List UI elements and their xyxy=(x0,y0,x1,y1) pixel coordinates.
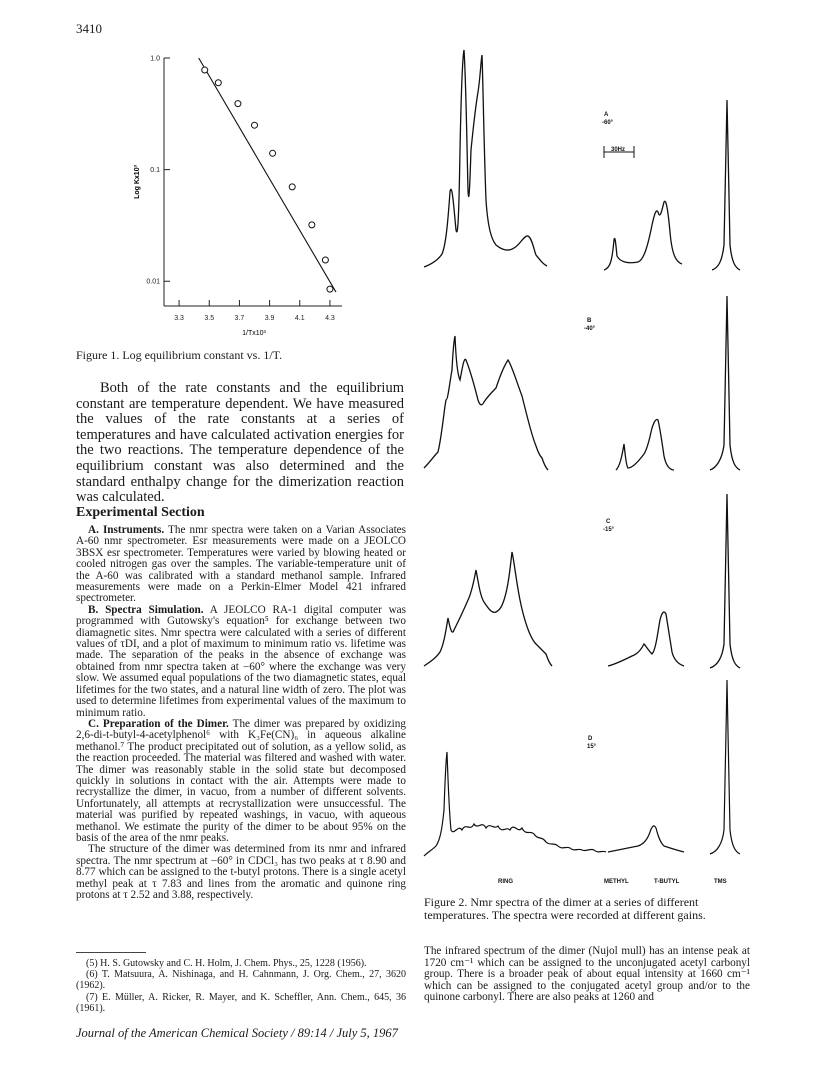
right-column-paragraph xyxy=(424,946,750,1004)
y-ticks xyxy=(146,56,170,286)
axis-label-tbutyl: T-BUTYL xyxy=(654,879,680,885)
reference-7: (7) E. Müller, A. Ricker, R. Mayer, and K. Scheffler, Ann. Chem., 645, 36 (1961). xyxy=(76,991,406,1014)
paragraph-label: A. Instruments. xyxy=(88,524,165,536)
x-tick-label: 3.9 xyxy=(264,315,275,322)
spectrum-b-temp: -40° xyxy=(584,326,596,332)
spectrum-a-trace-left xyxy=(424,50,547,267)
y-tick-label: 0.1 xyxy=(150,167,160,175)
axis-label-ring: RING xyxy=(498,879,513,885)
x-tick-label: 4.1 xyxy=(294,315,305,322)
fit-line xyxy=(199,58,336,292)
figure-2 xyxy=(418,40,754,890)
footnote-rule xyxy=(76,952,146,953)
axis-label-methyl: METHYL xyxy=(604,879,629,885)
x-tick-label: 4.3 xyxy=(325,315,335,322)
paragraph-simulation xyxy=(76,605,406,719)
figure-1-caption-text: Log equilibrium constant vs. 1/T. xyxy=(122,348,283,362)
figure-2-spectra xyxy=(418,40,754,890)
spectrum-a-trace-right xyxy=(712,100,740,270)
figure-2-caption-prefix: Figure 2. xyxy=(424,895,468,909)
paragraph-text: The dimer was prepared by oxidizing 2,6-di-t-butyl-4-acetylphenol⁶ with K₃Fe(CN)₆ in aqueous alkaline methanol.⁷ The product precipitated out of solution, as a yellow solid, as the reaction proceeded. The material was filtered and washed with water. The dimer was reasonably stable in the solid state but decomposed quickly in solutions in contact with the air. Attempts were made to recrystallize the dimer, in vacuo, from a number of different solvents. Unfortunately, all attempts at recrystallization were unsuccessful. The material was purified by repeated washings, in vacuo, with aqueous methanol. We estimate the purity of the dimer to be about 95% on the basis of the area of the nmr peaks. xyxy=(76,717,406,844)
spectrum-a-temp: -60° xyxy=(602,120,614,126)
spectrum-a-trace-middle xyxy=(604,201,682,270)
paragraph-label: C. Preparation of the Dimer. xyxy=(88,717,229,730)
paragraph-instruments xyxy=(76,525,406,605)
intro-text: Both of the rate constants and the equilibrium constant are temperature dependent. We have measured the values of the rate constants at a series of temperatures and have calculated activation energies for the two reactions. The temperature dependence of the equilibrium constant was also determined and the standard enthalpy change for the dimerization reaction was calculated. xyxy=(76,380,404,506)
experimental-body xyxy=(76,525,406,901)
spectrum-b xyxy=(424,296,740,470)
spectrum-d-trace-left xyxy=(424,752,606,856)
figure-1-plot xyxy=(112,50,352,342)
scale-bar xyxy=(604,146,634,158)
y-tick-label: 0.01 xyxy=(146,278,160,286)
data-point xyxy=(327,286,333,292)
spectrum-c-temp: -15° xyxy=(603,527,615,533)
figure-1-caption-prefix: Figure 1. xyxy=(76,348,120,362)
data-point xyxy=(289,184,295,190)
reference-5: (5) H. S. Gutowsky and C. H. Holm, J. Chem. Phys., 25, 1228 (1956). xyxy=(86,958,367,969)
y-tick-label: 1.0 xyxy=(150,55,160,63)
axis-label-tms: TMS xyxy=(714,879,727,885)
spectrum-b-trace-middle xyxy=(616,419,674,470)
paragraph-text: The structure of the dimer was determined from its nmr and infrared spectra. The nmr spectrum at −60° in CDCl₃ has two peaks at τ 8.90 and 8.77 which can be assigned to the t-butyl protons. There is a single acetyl methyl peak at τ 7.83 and lines from the aromatic and quinone ring protons at τ 2.52 and 3.88, respectively. xyxy=(76,843,406,901)
spectrum-d-label: D xyxy=(588,736,593,742)
y-axis-label: Log Kx10³ xyxy=(134,165,141,199)
section-title: Experimental Section xyxy=(76,505,205,520)
paragraph-text: A JEOLCO RA-1 digital computer was programmed with Gutowsky's equation⁵ for exchange between two diamagnetic sites. Nmr spectra were calculated with a series of different values of τDI, and a plot of maximum to minimum ratio vs. lifetime was made. The separation of the peaks in the absence of exchange was obtained from nmr spectra taken at −60° where the exchange was very slow. We assumed equal populations of the two diamagnetic states, equal lifetimes for the two states, and a natural line width of zero. The plot was used to determine lifetimes from experimental values of the maximum to minimum ratio. xyxy=(76,603,406,719)
spectrum-c xyxy=(424,494,740,668)
figure-2-caption xyxy=(424,896,750,922)
reference-6: (6) T. Matsuura, A. Nishinaga, and H. Cahnmann, J. Org. Chem., 27, 3620 (1962). xyxy=(76,969,406,992)
spectrum-d xyxy=(424,680,740,856)
scale-bar-label: 30Hz xyxy=(611,147,626,153)
spectrum-a-label: A xyxy=(604,112,609,118)
x-ticks xyxy=(174,300,335,322)
data-point xyxy=(270,150,276,156)
x-axis-label: 1/Tx10³ xyxy=(242,330,266,337)
data-points xyxy=(202,67,333,292)
references xyxy=(76,958,406,1014)
figure-2-caption-text: Nmr spectra of the dimer at a series of different temperatures. The spectra were recorded at different gains. xyxy=(424,895,706,922)
spectrum-d-temp: 15° xyxy=(587,744,597,750)
spectrum-c-trace-left xyxy=(424,552,552,666)
paragraph-label: B. Spectra Simulation. xyxy=(88,603,204,616)
x-tick-label: 3.5 xyxy=(204,315,215,322)
figure-1 xyxy=(112,50,352,342)
spectrum-c-label: C xyxy=(606,519,611,525)
data-point xyxy=(235,101,241,107)
spectrum-b-label: B xyxy=(587,318,592,324)
infrared-paragraph: The infrared spectrum of the dimer (Nujol mull) has an intense peak at 1720 cm⁻¹ which can be assigned to the unconjugated acetyl carbonyl group. There is a broader peak of about equal intensity at 1660 cm⁻¹ which can be assigned to the conjugated acetyl group and/or to the quinone carbonyl. There are also peaks at 1260 and xyxy=(424,945,750,1004)
data-point xyxy=(215,80,221,86)
data-point xyxy=(252,122,258,128)
data-point xyxy=(322,257,328,263)
spectrum-a xyxy=(424,50,740,270)
journal-footer: Journal of the American Chemical Society / 89:14 / July 5, 1967 xyxy=(76,1026,398,1040)
data-point xyxy=(202,67,208,73)
paragraph-text: The nmr spectra were taken on a Varian Associates A-60 nmr spectrometer. Esr measurements were made on a JEOLCO 3BSX esr spectrometer. Temperatures were varied by blowing heated or cooled nitrogen gas over the samples. The variable-temperature unit of the A-60 was calibrated with a standard methanol sample. Infrared measurements were made on a Perkin-Elmer Model 421 infrared spectrometer. xyxy=(76,524,406,605)
paragraph-preparation xyxy=(76,719,406,844)
paragraph-structure xyxy=(76,844,406,901)
spectrum-c-trace-middle xyxy=(608,612,684,666)
x-tick-label: 3.3 xyxy=(174,315,184,322)
spectrum-b-trace-left xyxy=(424,336,548,470)
spectrum-c-trace-right xyxy=(710,494,740,668)
spectrum-d-trace-right xyxy=(710,680,740,854)
data-point xyxy=(309,222,315,228)
x-tick-label: 3.7 xyxy=(234,315,245,322)
page-number: 3410 xyxy=(76,21,102,36)
intro-paragraph xyxy=(76,381,404,506)
spectrum-d-trace-middle xyxy=(608,826,684,852)
spectrum-axis-labels xyxy=(498,879,727,885)
figure-1-caption xyxy=(76,348,282,363)
spectrum-b-trace-right xyxy=(710,296,740,470)
